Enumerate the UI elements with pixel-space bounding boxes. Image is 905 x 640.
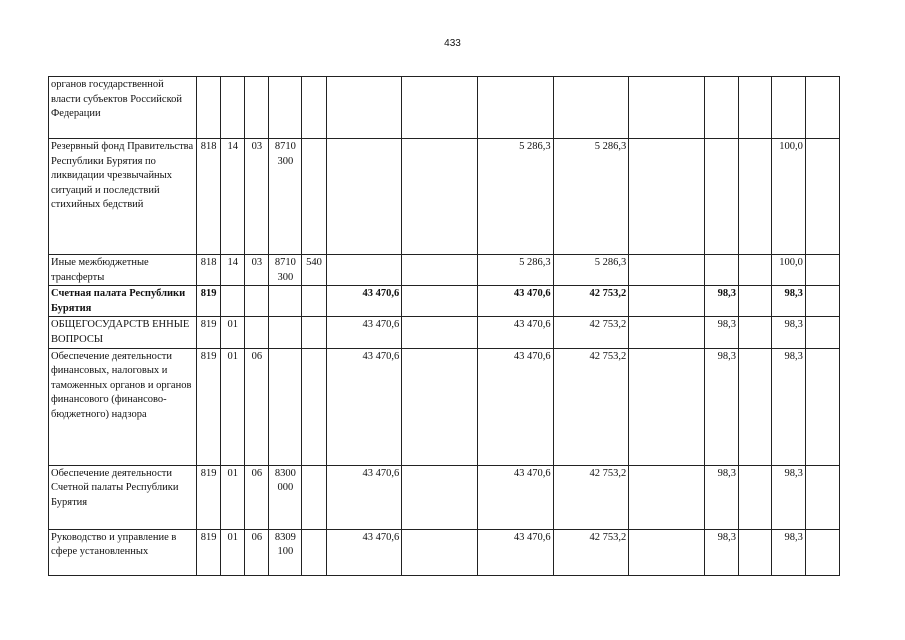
row-value-1: 43 470,6 [326,465,402,529]
row-ved-code [197,77,221,139]
row-expense-type-code: 540 [302,255,326,286]
row-value-4: 42 753,2 [553,529,629,575]
row-value-3: 5 286,3 [477,255,553,286]
row-subsection-code: 06 [245,529,269,575]
row-value-6: 98,3 [704,317,738,348]
row-value-3: 43 470,6 [477,529,553,575]
budget-table [48,76,840,576]
row-subsection-code: 06 [245,348,269,465]
row-value-9 [805,317,839,348]
row-name-cell: Счетная палата Республики Бурятия [49,286,197,317]
row-expense-type-code [302,139,326,255]
row-subsection-code: 06 [245,465,269,529]
row-value-8: 100,0 [771,139,805,255]
row-value-8: 98,3 [771,286,805,317]
row-target-code: 8710 300 [269,255,302,286]
row-expense-type-code [302,465,326,529]
row-value-9 [805,348,839,465]
table-row [49,348,840,465]
row-value-8: 98,3 [771,317,805,348]
row-section-code: 01 [221,529,245,575]
row-value-8: 98,3 [771,348,805,465]
row-value-2 [402,77,478,139]
row-subsection-code: 03 [245,139,269,255]
row-value-5 [629,286,705,317]
row-value-8: 100,0 [771,255,805,286]
row-value-7 [738,139,771,255]
row-target-code [269,286,302,317]
row-value-6: 98,3 [704,348,738,465]
row-value-5 [629,255,705,286]
row-value-3: 5 286,3 [477,139,553,255]
row-value-2 [402,255,478,286]
row-name-cell: Иные межбюджетные трансферты [49,255,197,286]
row-value-5 [629,139,705,255]
table-row [49,286,840,317]
row-value-3: 43 470,6 [477,348,553,465]
row-expense-type-code [302,317,326,348]
row-value-3 [477,77,553,139]
row-value-6 [704,139,738,255]
row-ved-code: 819 [197,529,221,575]
row-ved-code: 818 [197,255,221,286]
row-value-4: 42 753,2 [553,348,629,465]
row-ved-code: 819 [197,348,221,465]
row-value-7 [738,255,771,286]
table-row [49,255,840,286]
row-target-code: 8300 000 [269,465,302,529]
row-value-1 [326,255,402,286]
table-row [49,529,840,575]
row-subsection-code [245,77,269,139]
row-name-cell: ОБЩЕГОСУДАРСТВ ЕННЫЕ ВОПРОСЫ [49,317,197,348]
row-target-code: 8309 100 [269,529,302,575]
row-value-9 [805,465,839,529]
row-value-9 [805,77,839,139]
row-value-6 [704,77,738,139]
row-ved-code: 819 [197,317,221,348]
table-row [49,317,840,348]
row-value-3: 43 470,6 [477,465,553,529]
row-value-1: 43 470,6 [326,286,402,317]
table-row [49,139,840,255]
row-value-7 [738,317,771,348]
row-value-8: 98,3 [771,529,805,575]
row-section-code: 14 [221,139,245,255]
row-value-7 [738,529,771,575]
row-value-3: 43 470,6 [477,317,553,348]
row-subsection-code [245,317,269,348]
row-value-9 [805,286,839,317]
row-value-5 [629,465,705,529]
row-subsection-code: 03 [245,255,269,286]
row-ved-code: 819 [197,465,221,529]
row-expense-type-code [302,348,326,465]
row-value-1 [326,139,402,255]
row-target-code [269,317,302,348]
row-value-5 [629,529,705,575]
row-value-6: 98,3 [704,286,738,317]
row-value-7 [738,348,771,465]
row-section-code: 01 [221,465,245,529]
row-value-1: 43 470,6 [326,529,402,575]
row-value-8: 98,3 [771,465,805,529]
row-section-code: 01 [221,348,245,465]
row-value-7 [738,465,771,529]
row-expense-type-code [302,529,326,575]
row-name-cell: Обеспечение деятельности финансовых, налоговых и таможенных органов и органов финансового (финансово-бюджетного) надзора [49,348,197,465]
row-section-code: 01 [221,317,245,348]
row-value-5 [629,348,705,465]
row-expense-type-code [302,286,326,317]
row-value-4 [553,77,629,139]
row-value-1 [326,77,402,139]
table-row [49,465,840,529]
page-number: 433 [444,38,461,49]
row-value-4: 42 753,2 [553,465,629,529]
row-value-3: 43 470,6 [477,286,553,317]
row-value-9 [805,139,839,255]
row-name-cell: Обеспечение деятельности Счетной палаты Республики Бурятия [49,465,197,529]
row-value-9 [805,529,839,575]
row-value-2 [402,529,478,575]
row-value-8 [771,77,805,139]
row-ved-code: 819 [197,286,221,317]
row-section-code [221,286,245,317]
row-value-4: 5 286,3 [553,255,629,286]
row-value-4: 5 286,3 [553,139,629,255]
row-value-1: 43 470,6 [326,317,402,348]
row-value-9 [805,255,839,286]
row-target-code [269,348,302,465]
row-name-cell: органов государственной власти субъектов Российской Федерации [49,77,197,139]
row-value-2 [402,286,478,317]
row-section-code [221,77,245,139]
row-target-code: 8710 300 [269,139,302,255]
row-value-6: 98,3 [704,529,738,575]
row-section-code: 14 [221,255,245,286]
row-name-cell: Руководство и управление в сфере установленных [49,529,197,575]
row-value-4: 42 753,2 [553,286,629,317]
row-value-6 [704,255,738,286]
row-value-7 [738,286,771,317]
row-value-2 [402,317,478,348]
row-value-2 [402,139,478,255]
row-value-1: 43 470,6 [326,348,402,465]
row-target-code [269,77,302,139]
table-row [49,77,840,139]
row-value-2 [402,465,478,529]
row-name-cell: Резервный фонд Правительства Республики Бурятия по ликвидации чрезвычайных ситуаций и последствий стихийных бедствий [49,139,197,255]
row-value-5 [629,317,705,348]
row-value-5 [629,77,705,139]
row-ved-code: 818 [197,139,221,255]
row-value-7 [738,77,771,139]
row-value-2 [402,348,478,465]
row-value-4: 42 753,2 [553,317,629,348]
row-value-6: 98,3 [704,465,738,529]
row-expense-type-code [302,77,326,139]
row-subsection-code [245,286,269,317]
